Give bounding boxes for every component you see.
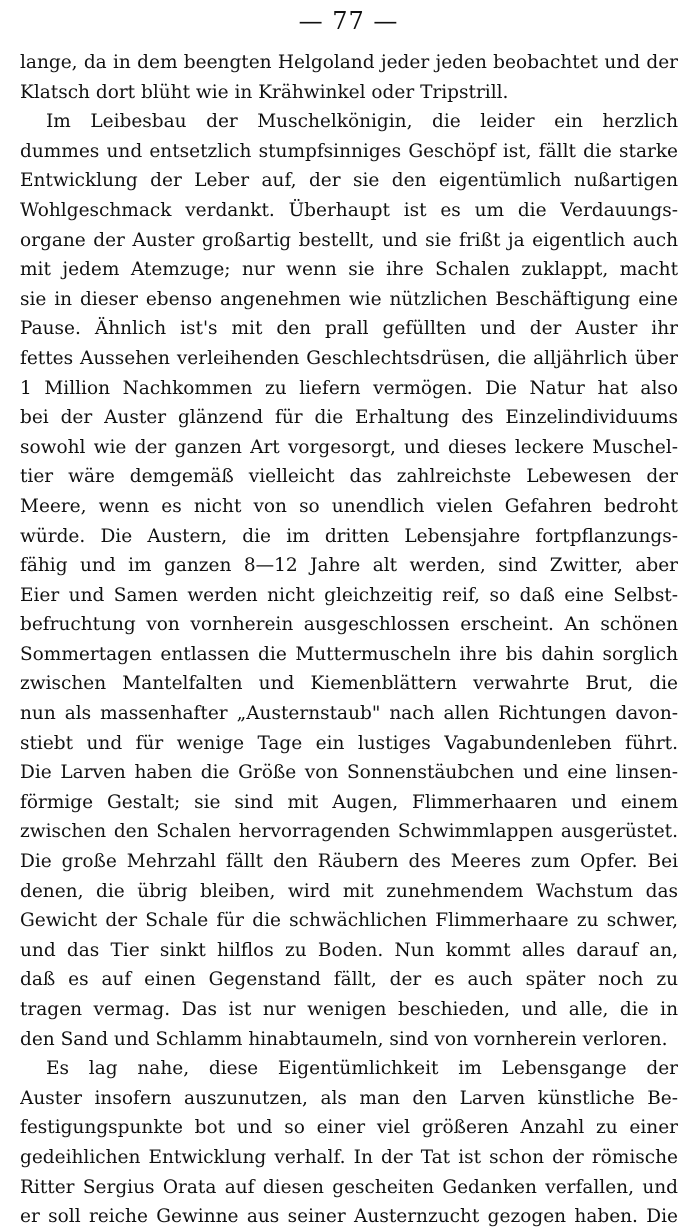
text-line: Sommertagen entlassen die Muttermuscheln ihre bis dahin sorglich bbox=[20, 643, 678, 665]
text-line: tier wäre demgemäß vielleicht das zahlreichste Lebewesen der bbox=[20, 466, 678, 488]
text-line: Eier und Samen werden nicht gleichzeitig reif, so daß eine Selbst- bbox=[20, 584, 678, 606]
text-line: fähig und im ganzen 8—12 Jahre alt werden, sind Zwitter, aber bbox=[20, 555, 678, 577]
text-line: Auster insofern auszunutzen, als man den Larven künstliche Be- bbox=[20, 1087, 678, 1109]
text-line: Die große Mehrzahl fällt den Räubern des Meeres zum Opfer. Bei bbox=[20, 851, 678, 873]
text-line: den Sand und Schlamm hinabtaumeln, sind von vornherein verloren. bbox=[20, 1028, 668, 1050]
text-line: würde. Die Austern, die im dritten Lebensjahre fortpflanzungs- bbox=[20, 525, 678, 547]
text-line: 1 Million Nachkommen zu liefern vermögen. Die Natur hat also bbox=[20, 377, 678, 399]
text-line: Klatsch dort blüht wie in Krähwinkel oder Tripstrill. bbox=[20, 81, 509, 103]
text-line: Im Leibesbau der Muschelkönigin, die leider ein herzlich bbox=[46, 111, 678, 133]
text-line: er soll reiche Gewinne aus seiner Austernzucht gezogen haben. Die bbox=[20, 1206, 678, 1228]
body-text bbox=[20, 48, 678, 1232]
text-line: nun als massenhafter „Austernstaub" nach allen Richtungen davon- bbox=[20, 703, 678, 725]
text-line: gedeihlichen Entwicklung verhalf. In der Tat ist schon der römische bbox=[20, 1146, 678, 1168]
text-line: zwischen Mantelfalten und Kiemenblättern verwahrte Brut, die bbox=[20, 673, 678, 695]
text-line: Wohlgeschmack verdankt. Überhaupt ist es um die Verdauungs- bbox=[20, 199, 678, 221]
text-line: mit jedem Atemzuge; nur wenn sie ihre Schalen zuklappt, macht bbox=[20, 259, 678, 281]
text-line: bei der Auster glänzend für die Erhaltung des Einzelindividuums bbox=[20, 407, 678, 429]
text-line: Pause. Ähnlich ist's mit den prall gefüllten und der Auster ihr bbox=[20, 318, 678, 340]
text-line: denen, die übrig bleiben, wird mit zunehmendem Wachstum das bbox=[20, 880, 678, 902]
text-line: organe der Auster großartig bestellt, und sie frißt ja eigentlich auch bbox=[20, 229, 678, 251]
text-line: Gewicht der Schale für die schwächlichen Flimmerhaare zu schwer, bbox=[20, 910, 678, 932]
text-line: tragen vermag. Das ist nur wenigen beschieden, und alle, die in bbox=[20, 999, 678, 1020]
text-line: sowohl wie der ganzen Art vorgesorgt, und dieses leckere Muschel- bbox=[20, 436, 678, 458]
page-number: — 77 — bbox=[298, 7, 399, 35]
text-line: und das Tier sinkt hilflos zu Boden. Nun kommt alles darauf an, bbox=[20, 939, 678, 961]
text-line: festigungspunkte bot und so einer viel größeren Anzahl zu einer bbox=[20, 1117, 678, 1139]
text-line: Die Larven haben die Größe von Sonnenstäubchen und eine linsen- bbox=[20, 762, 678, 784]
text-line: sie in dieser ebenso angenehmen wie nützlichen Beschäftigung eine bbox=[20, 288, 678, 310]
text-line: Es lag nahe, diese Eigentümlichkeit im Lebensgange der bbox=[46, 1058, 678, 1080]
text-line: dummes und entsetzlich stumpfsinniges Geschöpf ist, fällt die starke bbox=[20, 140, 678, 162]
text-line: stiebt und für wenige Tage ein lustiges Vagabundenleben führt. bbox=[20, 732, 678, 754]
text-line: fettes Aussehen verleihenden Geschlechtsdrüsen, die alljährlich über bbox=[20, 347, 678, 369]
text-line: förmige Gestalt; sie sind mit Augen, Flimmerhaaren und einem bbox=[20, 791, 678, 813]
text-line: Ritter Sergius Orata auf diesen gescheiten Gedanken verfallen, und bbox=[20, 1176, 678, 1198]
text-line: daß es auf einen Gegenstand fällt, der es auch später noch zu bbox=[20, 969, 678, 991]
text-line: befruchtung von vornherein ausgeschlossen erscheint. An schönen bbox=[20, 614, 678, 636]
text-line: lange, da in dem beengten Helgoland jeder jeden beobachtet und der bbox=[20, 52, 678, 73]
text-line: zwischen den Schalen hervorragenden Schwimmlappen ausgerüstet. bbox=[20, 821, 678, 843]
text-line: Entwicklung der Leber auf, der sie den eigentümlich nußartigen bbox=[20, 170, 678, 192]
text-line: Meere, wenn es nicht von so unendlich vielen Gefahren bedroht bbox=[20, 495, 678, 517]
